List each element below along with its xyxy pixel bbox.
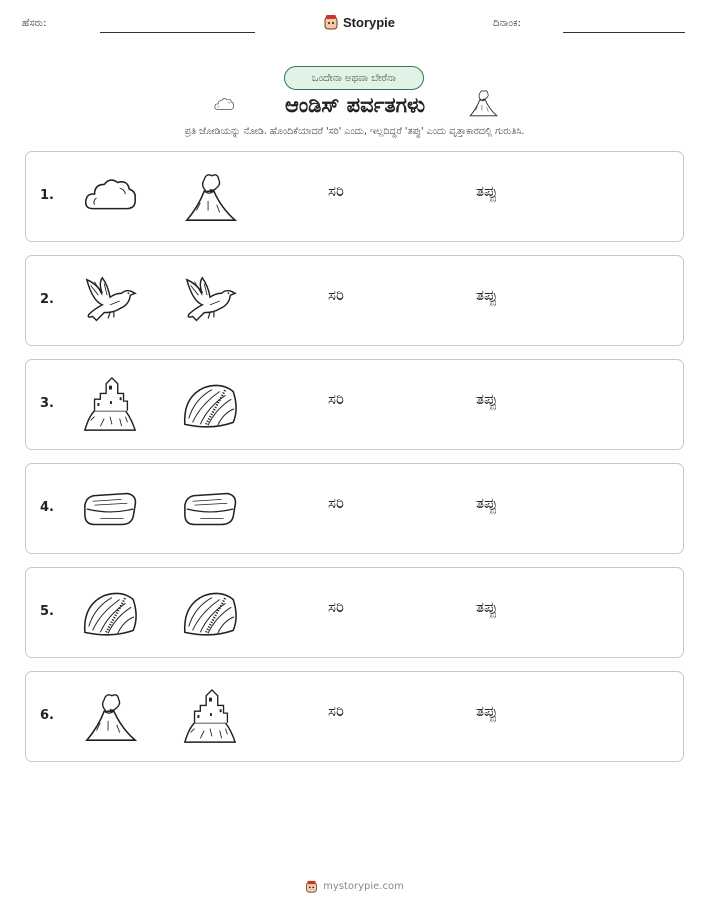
question-row — [25, 671, 684, 762]
date-label: ದಿನಾಂಕ: — [493, 18, 521, 29]
question-number: 4. — [40, 500, 54, 515]
worksheet-header — [0, 0, 709, 50]
name-line — [100, 32, 255, 33]
citadel-icon — [181, 688, 239, 746]
option-wrong[interactable]: ತಪ್ಪು — [476, 286, 498, 304]
badge-text: ಒಂದೇನಾ ಅಥವಾ ಬೇರೆನಾ — [311, 72, 397, 84]
stone-block-icon — [81, 480, 139, 538]
option-correct[interactable]: ಸರಿ — [328, 598, 344, 616]
option-correct[interactable]: ಸರಿ — [328, 702, 344, 720]
option-correct[interactable]: ಸರಿ — [328, 390, 344, 408]
instructions: ಪ್ರತಿ ಜೋಡಿಯನ್ನು ನೋಡಿ. ಹೊಂದಿಕೆಯಾದರೆ 'ಸರಿ' ಎಂದು, ಇಲ್ಲದಿದ್ದರೆ 'ತಪ್ಪು' ಎಂದು ವೃತ್ತಾಕಾರದಲ್ಲಿ ಗುರುತಿಸಿ. — [184, 126, 525, 137]
stone-block-icon — [181, 480, 239, 538]
question-number: 1. — [40, 188, 54, 203]
cloud-icon — [210, 94, 238, 116]
dove-icon — [181, 272, 239, 330]
terraced-hill-icon — [181, 584, 239, 642]
question-row — [25, 463, 684, 554]
question-row — [25, 359, 684, 450]
storypie-mascot-icon — [305, 880, 318, 893]
name-label: ಹೆಸರು: — [22, 18, 47, 29]
option-wrong[interactable]: ತಪ್ಪು — [476, 702, 498, 720]
question-number: 5. — [40, 604, 54, 619]
option-wrong[interactable]: ತಪ್ಪು — [476, 494, 498, 512]
volcano-icon — [181, 168, 239, 226]
date-line — [563, 32, 685, 33]
option-correct[interactable]: ಸರಿ — [328, 182, 344, 200]
option-correct[interactable]: ಸರಿ — [328, 286, 344, 304]
question-number: 6. — [40, 708, 54, 723]
terraced-hill-icon — [81, 584, 139, 642]
worksheet-type-badge — [284, 66, 424, 90]
storypie-mascot-icon — [323, 14, 339, 30]
terraced-hill-icon — [181, 376, 239, 434]
brand-name: Storypie — [343, 14, 396, 30]
worksheet-title: ಆಂಡಿಸ್ ಪರ್ವತಗಳು — [284, 93, 426, 117]
question-number: 2. — [40, 292, 54, 307]
footer-url[interactable]: mystorypie.com — [323, 881, 404, 892]
option-wrong[interactable]: ತಪ್ಪು — [476, 598, 498, 616]
option-correct[interactable]: ಸರಿ — [328, 494, 344, 512]
question-row — [25, 151, 684, 242]
option-wrong[interactable]: ತಪ್ಪು — [476, 182, 498, 200]
question-row — [25, 255, 684, 346]
volcano-icon — [81, 688, 139, 746]
dove-icon — [81, 272, 139, 330]
brand-logo — [323, 12, 395, 32]
question-row — [25, 567, 684, 658]
citadel-icon — [81, 376, 139, 434]
cloud-icon — [81, 168, 139, 226]
question-number: 3. — [40, 396, 54, 411]
footer — [0, 880, 709, 893]
volcano-icon — [467, 86, 499, 120]
option-wrong[interactable]: ತಪ್ಪು — [476, 390, 498, 408]
